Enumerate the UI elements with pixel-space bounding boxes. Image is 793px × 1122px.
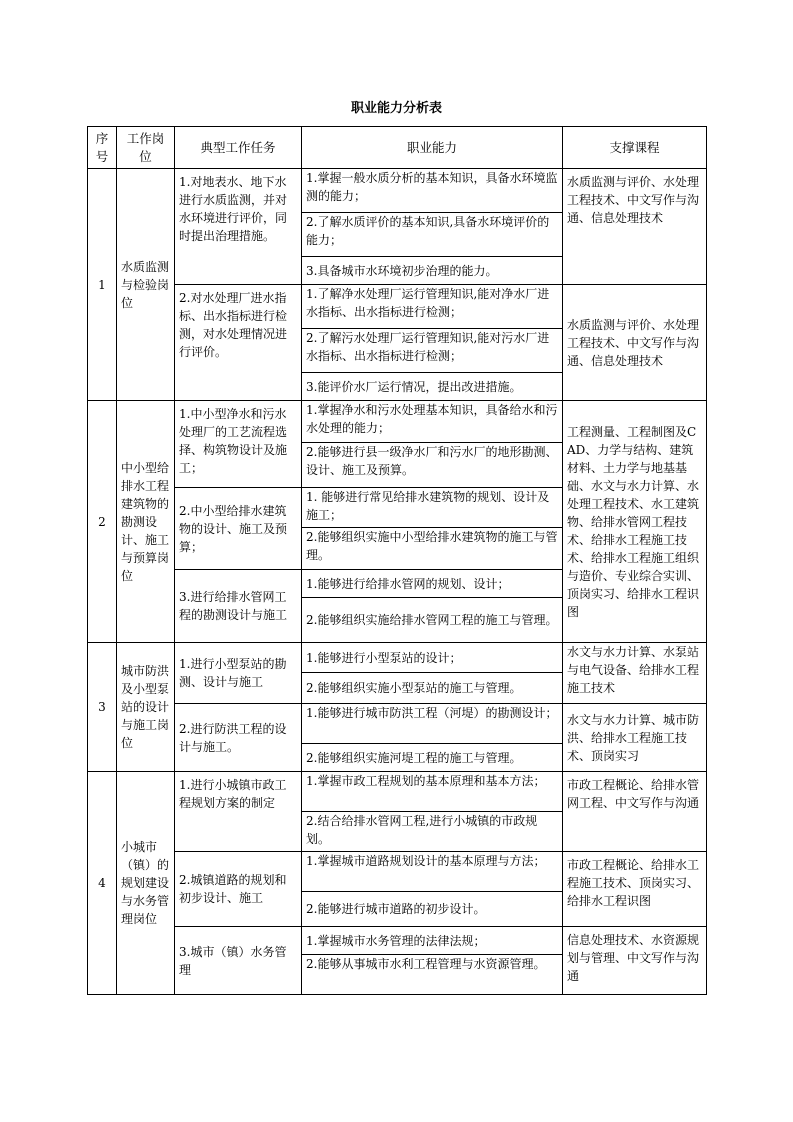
ability-item: 2.能够组织实施河堤工程的施工与管理。 — [302, 744, 563, 772]
header-ability: 职业能力 — [302, 127, 563, 169]
ability-item: 2.能够组织实施小型泵站的施工与管理。 — [302, 673, 563, 704]
ability-item: 2.了解水质评价的基本知识,具备水环境评价的能力； — [302, 213, 563, 257]
typical-task: 1.进行小城镇市政工程规划方案的制定 — [175, 772, 302, 852]
support-course: 水文与水力计算、城市防洪、给排水工程施工技术、顶岗实习 — [563, 704, 707, 772]
support-course: 水质监测与评价、水处理工程技术、中文写作与沟通、信息处理技术 — [563, 169, 707, 285]
typical-task: 2.城镇道路的规划和初步设计、施工 — [175, 852, 302, 927]
ability-item: 1.掌握城市道路规划设计的基本原理与方法； — [302, 852, 563, 892]
ability-item: 1.掌握城市水务管理的法律法规； — [302, 927, 563, 955]
header-no: 序号 — [88, 127, 117, 169]
ability-item: 2.能够组织实施中小型给排水建筑物的施工与管理。 — [302, 528, 563, 570]
typical-task: 2.对水处理厂进水指标、出水指标进行检测，对水处理情况进行评价。 — [175, 285, 302, 401]
table-row — [88, 704, 707, 744]
ability-item: 2.能够进行城市道路的初步设计。 — [302, 892, 563, 927]
ability-item: 1.掌握一般水质分析的基本知识，具备水环境监测的能力； — [302, 169, 563, 213]
typical-task: 1.中小型净水和污水处理厂的工艺流程选择、构筑物设计及施工； — [175, 401, 302, 488]
header-task: 典型工作任务 — [175, 127, 302, 169]
work-position: 水质监测与检验岗位 — [117, 169, 175, 401]
page-title: 职业能力分析表 — [350, 101, 442, 116]
ability-item: 1.掌握市政工程规划的基本原理和基本方法； — [302, 772, 563, 812]
typical-task: 2.中小型给排水建筑物的设计、施工及预算； — [175, 488, 302, 570]
typical-task: 1.对地表水、地下水进行水质监测，并对水环境进行评价，同时提出治理措施。 — [175, 169, 302, 285]
ability-item: 1.能够进行小型泵站的设计； — [302, 643, 563, 673]
ability-item: 2.了解污水处理厂运行管理知识,能对污水厂进水指标、出水指标进行检测； — [302, 329, 563, 373]
support-course: 水文与水力计算、水泵站与电气设备、给排水工程施工技术 — [563, 643, 707, 704]
row-number: 3 — [88, 643, 117, 772]
row-number: 4 — [88, 772, 117, 995]
ability-item: 2.能够组织实施给排水管网工程的施工与管理。 — [302, 598, 563, 643]
ability-item: 1.掌握净水和污水处理基本知识，具备给水和污水处理的能力； — [302, 401, 563, 443]
typical-task: 2.进行防洪工程的设计与施工。 — [175, 704, 302, 772]
support-course: 工程测量、工程制图及CAD、力学与结构、建筑材料、土力学与地基基础、水文与水力计算、水处理工程技术、水工建筑物、给排水管网工程技术、给排水工程施工技术、给排水工程施工组织与造价、专业综合实训、顶岗实习、给排水工程识图 — [563, 401, 707, 643]
ability-analysis-table — [87, 126, 707, 995]
support-course: 信息处理技术、水资源规划与管理、中文写作与沟通 — [563, 927, 707, 995]
ability-item: 1.了解净水处理厂运行管理知识,能对净水厂进水指标、出水指标进行检测； — [302, 285, 563, 329]
typical-task: 3.城市（镇）水务管理 — [175, 927, 302, 995]
table-row — [88, 772, 707, 812]
work-position: 城市防洪及小型泵站的设计与施工岗位 — [117, 643, 175, 772]
ability-item: 1.能够进行城市防洪工程（河堤）的勘测设计； — [302, 704, 563, 744]
typical-task: 3.进行给排水管网工程的勘测设计与施工 — [175, 570, 302, 643]
table-row — [88, 401, 707, 443]
row-number: 1 — [88, 169, 117, 401]
table-header-row — [88, 127, 707, 169]
table-row — [88, 927, 707, 955]
table-row — [88, 643, 707, 673]
ability-item: 2.能够进行县一级净水厂和污水厂的地形勘测、设计、施工及预算。 — [302, 443, 563, 488]
work-position: 小城市（镇）的规划建设与水务管理岗位 — [117, 772, 175, 995]
ability-item: 2.能够从事城市水利工程管理与水资源管理。 — [302, 955, 563, 995]
table-row — [88, 285, 707, 329]
typical-task: 1.进行小型泵站的勘测、设计与施工 — [175, 643, 302, 704]
ability-item: 1. 能够进行常见给排水建筑物的规划、设计及施工； — [302, 488, 563, 528]
work-position: 中小型给排水工程建筑物的勘测设计、施工与预算岗位 — [117, 401, 175, 643]
support-course: 市政工程概论、给排水工程施工技术、顶岗实习、给排水工程识图 — [563, 852, 707, 927]
table-row — [88, 169, 707, 213]
ability-item: 2.结合给排水管网工程,进行小城镇的市政规划。 — [302, 812, 563, 852]
header-course: 支撑课程 — [563, 127, 707, 169]
header-position: 工作岗位 — [117, 127, 175, 169]
ability-item: 3.能评价水厂运行情况，提出改进措施。 — [302, 373, 563, 401]
support-course: 水质监测与评价、水处理工程技术、中文写作与沟通、信息处理技术 — [563, 285, 707, 401]
support-course: 市政工程概论、给排水管网工程、中文写作与沟通 — [563, 772, 707, 852]
row-number: 2 — [88, 401, 117, 643]
ability-item: 1.能够进行给排水管网的规划、设计； — [302, 570, 563, 598]
table-row — [88, 852, 707, 892]
ability-item: 3.具备城市水环境初步治理的能力。 — [302, 257, 563, 285]
